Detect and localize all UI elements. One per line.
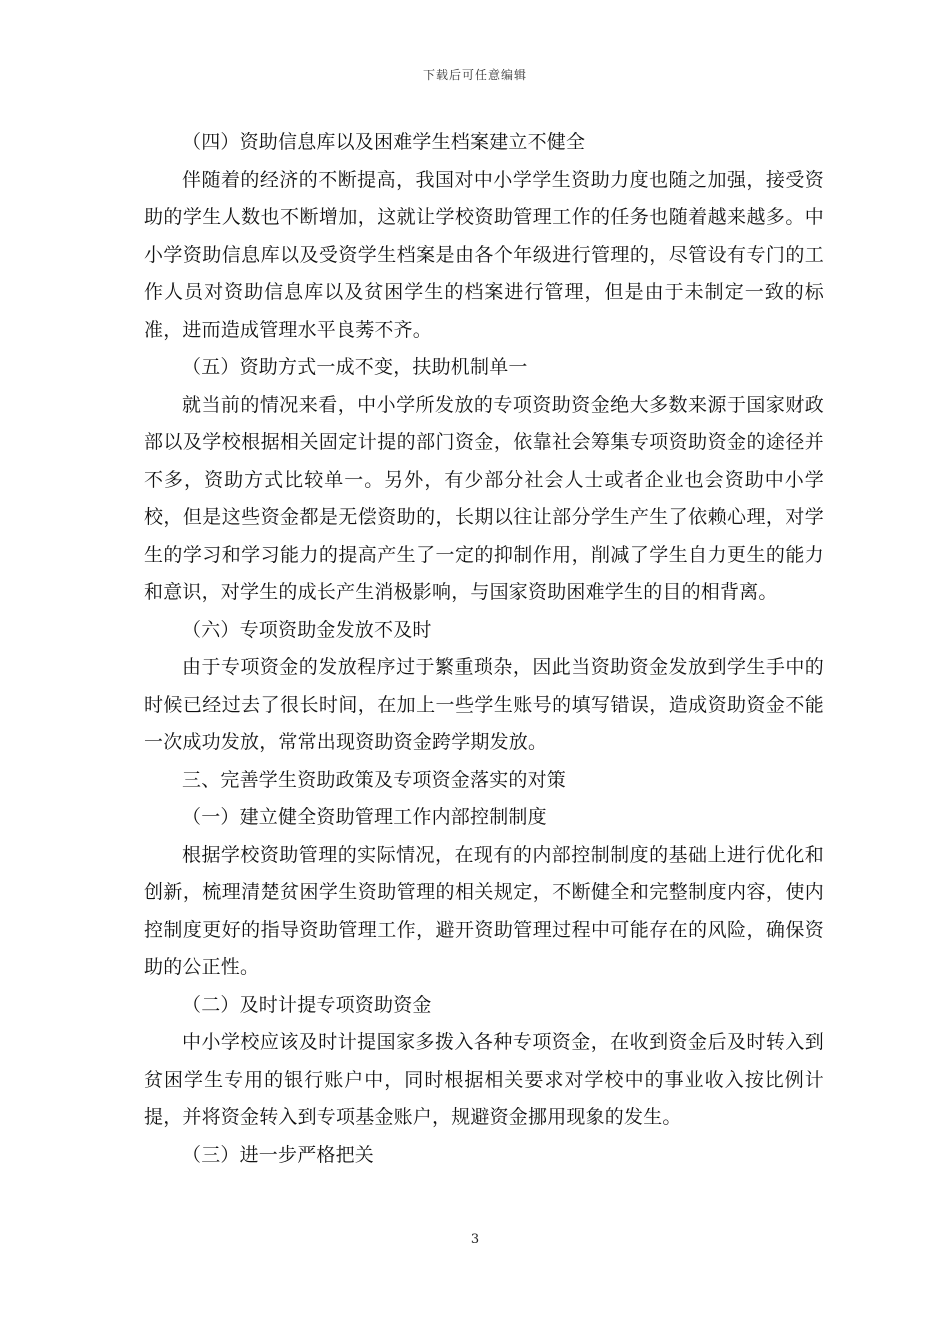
- chapter-heading-3: 三、完善学生资助政策及专项资金落实的对策: [182, 768, 567, 791]
- page-header: 下载后可任意编辑: [422, 68, 527, 82]
- body-paragraph: 伴随着的经济的不断提高，我国对中小学学生资助力度也随之加强，接受资助的学生人数也不断增加，这就让学校资助管理工作的任务也随着越来越多。中小学资助信息库以及受资学生档案是由各个年级进行管理的，尽管设有专门的工作人员对资助信息库以及贫困学生的档案进行管理，但是由于未制定一致的标准，进而造成管理水平良莠不齐。: [144, 168, 824, 341]
- body-paragraph: 根据学校资助管理的实际情况，在现有的内部控制制度的基础上进行优化和创新，梳理清楚贫困学生资助管理的相关规定，不断健全和完整制度内容，使内控制度更好的指导资助管理工作，避开资助管理过程中可能存在的风险，确保资助的公正性。: [144, 843, 824, 978]
- page-number: 3: [470, 1232, 480, 1247]
- section-heading-5: （五）资助方式一成不变，扶助机制单一: [182, 356, 528, 378]
- body-paragraph: 就当前的情况来看，中小学所发放的专项资助资金绝大多数来源于国家财政部以及学校根据相关固定计提的部门资金，依靠社会筹集专项资助资金的途径并不多，资助方式比较单一。另外，有少部分社会人士或者企业也会资助中小学校，但是这些资金都是无偿资助的，长期以往让部分学生产生了依赖心理，对学生的学习和学习能力的提高产生了一定的抑制作用，削减了学生自力更生的能力和意识，对学生的成长产生消极影响，与国家资助困难学生的目的相背离。: [144, 393, 824, 603]
- body-paragraph: 中小学校应该及时计提国家多拨入各种专项资金，在收到资金后及时转入到贫困学生专用的银行账户中，同时根据相关要求对学校中的事业收入按比例计提，并将资金转入到专项基金账户，规避资金挪用现象的发生。: [144, 1031, 824, 1128]
- body-paragraph: 由于专项资金的发放程序过于繁重琐杂，因此当资助资金发放到学生手中的时候已经过去了很长时间，在加上一些学生账号的填写错误，造成资助资金不能一次成功发放，常常出现资助资金跨学期发放。: [144, 656, 824, 753]
- subsection-heading-1: （一）建立健全资助管理工作内部控制制度: [182, 806, 547, 828]
- section-heading-6: （六）专项资助金发放不及时: [182, 618, 432, 641]
- subsection-heading-2: （二）及时计提专项资助资金: [182, 993, 432, 1016]
- section-heading-4: （四）资助信息库以及困难学生档案建立不健全: [182, 131, 586, 153]
- document-body: [144, 124, 824, 1174]
- subsection-heading-3: （三）进一步严格把关: [182, 1143, 375, 1166]
